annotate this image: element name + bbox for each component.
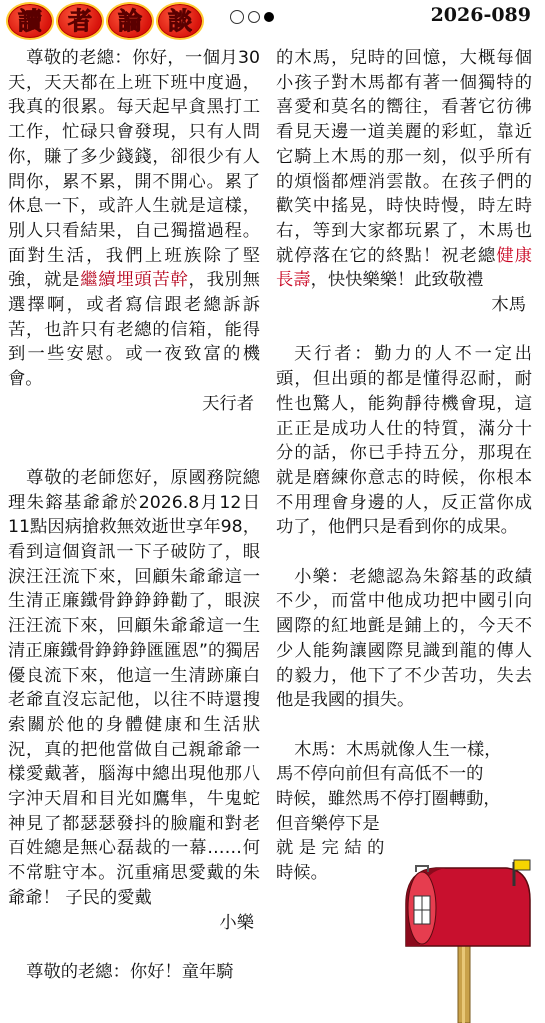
spacer <box>8 417 260 442</box>
reply-3-line: 就 是 完 結 的 <box>276 838 385 859</box>
reply-3-line: 但音樂停下是 <box>276 813 380 834</box>
reply-3-line: 馬不停向前但有高低不一的 <box>276 764 484 785</box>
letter-3-text: 的木馬，兒時的回憶，大概每個小孩子對木馬都有著一個獨特的喜愛和莫名的嚮往，看著它彷彿看見天邊一道美麗的彩虹，靠近它騎上木馬的那一刻，似乎所有的煩惱都煙消雲散。在孩子們的歡笑中搖晃，時快時慢，時左時右，等到大家都玩累了，木馬也就停落在它的終點！祝老總 <box>276 48 532 266</box>
reply-2: 小樂：老總認為朱鎔基的政績不少，而當中他成功把中國引向國際的紅地氈是鋪上的，今天不少人能夠讓國際見識到龍的傳人的毅力，他下了不少苦功，失去他是我國的損失。 <box>276 566 532 711</box>
letter-1-highlight: 繼續埋頭苦幹 <box>80 270 189 291</box>
circle-outline-small-icon <box>248 11 260 23</box>
column-title <box>6 2 204 40</box>
reply-1: 天行者：勤力的人不一定出頭，但出頭的都是懂得忍耐，耐性也驚人，能夠靜待機會現，這正正是成功人仕的特質，滿分十分的話，你已手持五分，那現在就是磨練你意志的時候，你根本不用理會身邊的人，反正當你成功了，他們只是看到你的成果。 <box>276 344 532 538</box>
issue-number: 2026-089 <box>430 4 531 26</box>
spacer <box>8 935 260 960</box>
circle-filled-icon <box>264 12 274 22</box>
letter-1-body <box>8 46 260 392</box>
letter-1-text: 尊敬的老總：你好，一個月30天，天天都在上班下班中度過，我真的很累。每天起早貪黑打工工作，忙碌只會發現，只有人問你，賺了多少錢錢，卻很少有人問你，累不累，開不開心。累了休息一下，或許人生就是這樣，別人只看結果，自己獨擋過程。面對生活，我們上班族除了堅強，就是 <box>8 48 260 291</box>
letter-1-text-end: ，我別無選擇啊，或者寫信跟老總訴訴苦，也許只有老總的信箱，能得到一些安慰。或一夜致富的機會。 <box>8 270 260 390</box>
circle-outline-icon <box>230 10 244 24</box>
letter-3-start: 尊敬的老總：你好！童年騎 <box>26 961 234 982</box>
spacer <box>276 540 532 565</box>
letter-2-body: 尊敬的老師您好，原國務院總理朱鎔基爺爺於2026.8月12日11點因病搶救無效逝世享年98，看到這個資訊一下子破防了，眼淚汪汪流下來，回顧朱爺爺這一生清正廉鐵骨錚錚錚勸了，眼淚汪汪流下來，回顧朱爺爺這一生清正廉鐵骨錚錚錚匯匯恩”的獨居優良流下來，他這一生清跡廉白老爺直沒忘記他，以往不時還搜索關於他的身體健康和生活狀況，真的把他當做自己親爺爺一樣愛戴著，腦海中總出現他那八字沖天眉和目光如鷹隼，牛鬼蛇神見了都瑟瑟發抖的臉龐和對老百姓總是無心磊裁的一幕……何不常駐守本。沉重痛思愛戴的朱爺爺！ 子民的愛戴 <box>8 467 260 908</box>
reply-3-line: 木馬：木馬就像人生一樣， <box>294 739 502 760</box>
letter-3-text-end: ，快快樂樂！此致敬禮 <box>310 270 484 291</box>
title-char-1: 讀 <box>6 2 54 40</box>
letter-3-highlight: 健康長壽 <box>276 245 532 291</box>
spacer <box>276 318 532 343</box>
left-column <box>8 46 260 985</box>
title-char-2: 者 <box>56 2 104 40</box>
letter-2-signature: 小樂 <box>219 912 254 933</box>
title-char-3: 論 <box>106 2 154 40</box>
letter-1-signature: 天行者 <box>202 393 254 414</box>
reply-3-line: 時候。 <box>276 863 328 884</box>
letter-3-body <box>276 46 532 293</box>
spacer <box>8 441 260 466</box>
reply-3-line: 時候，雖然馬不停打圈轉動， <box>276 789 501 810</box>
letter-3-signature: 木馬 <box>491 295 526 316</box>
page-header <box>0 0 545 40</box>
decorative-dots <box>230 10 274 24</box>
right-column <box>276 46 532 886</box>
spacer <box>276 713 532 738</box>
mailbox-illustration <box>402 856 534 1023</box>
title-char-4: 談 <box>156 2 204 40</box>
